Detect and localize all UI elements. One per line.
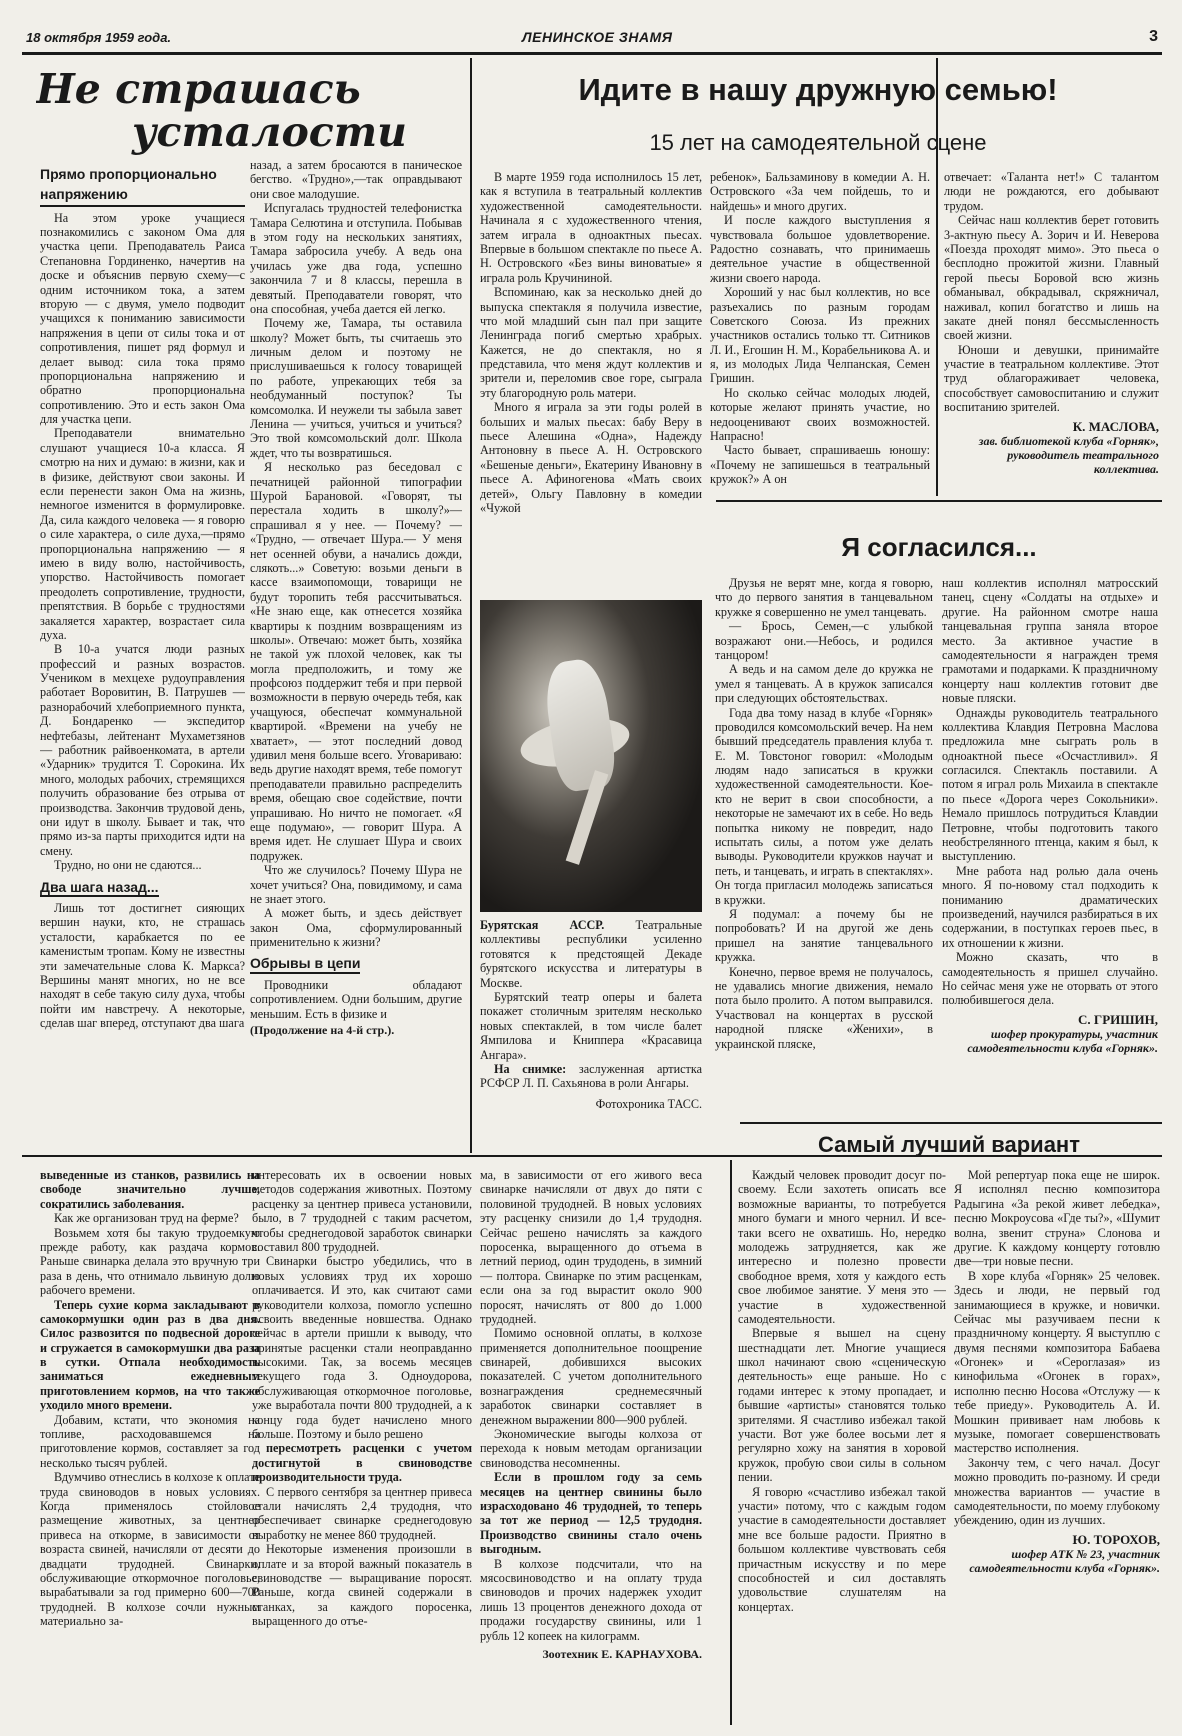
paragraph: Впервые я вышел на сцену шестнадцати лет. Многие учащиеся школ начинают свою «сценическую деятельность» еще раньше. Но с годами интерес к этому пропадает, и бывшие «артисты» становятся только зрителями. Я счастливо избежал такой участи. Вот уже более восьми лет я регулярно хожу на занятия в хоровой кружок, пробую свои силы в сольном пении.	[738, 1326, 946, 1485]
paragraph: Вдумчиво отнеслись в колхозе к оплате труда свиноводов в новых условиях. Когда применялось стойловое размещение животных, за центнер привеса на откорме, в зависимости от возраста свиней, начисляли от десяти до двадцати трудодней. Свинарки, обслуживающие откормочное поголовье, вырабатывали за год примерно 600—700 трудодней. В колхозе сочли нужным материально за-	[40, 1470, 260, 1629]
paragraph: Я несколько раз беседовал с печатницей районной типографии Шурой Барановой. «Говорят, ты перестала ходить в школу?»—спрашивал я у нее. — Почему? — «Трудно, — отвечает Шура.— У меня нет осенней обуви, а начались дожди, слякоть...» Советую: возьми деньги в кассе взаимопомощи, товарищи не будут торопить тебя рассчитываться. «Не знаю еще, как отнесется хозяйка квартиры к поздним возвращениям из школы». Отвечаю: может быть, хозяйка не такой уж плохой человек, как ты могла предположить, и тому же профсоюз поддержит тебя и при первой возможности в первую очередь тебя, как учащуюся, обеспечат коммунальной квартирой. «Времени на учебу не хватает», — этот последний довод удивил меня больше всего. Уговариваю: ведь другие находят время, тебе помогут преподаватели правильно распределить время, обещаю свое содействие, почти упрашиваю. Но ничто не помогает. «Я еще подумаю», — говорит Шура. А время идет. Не слушает Шура и своих подружек.	[250, 460, 462, 863]
subheading-proportional: Прямо пропорционально напряжению	[40, 164, 245, 207]
paragraph: Конечно, первое время не получалось, не удавались многие движения, немало пота было пролито. А потом выправился. Участвовал на концертах в русской народной пляске «Женихи», в украинской пляске,	[715, 964, 933, 1051]
article2-column-1	[480, 170, 702, 590]
article4-column-1	[40, 1168, 260, 1728]
article1-column-1	[40, 158, 245, 1148]
paragraph: Мне работа над ролью дала очень много. Я по-новому стал подходить к пониманию драматических произведений, научился разбираться в их содержании, в поступках героев пьес, в их отношении к жизни.	[942, 863, 1158, 950]
article1-title-line1: Не страшась	[36, 68, 361, 113]
caption-text: заслуженная артистка РСФСР Л. П. Сахьянова в роли Ангары.	[480, 1061, 702, 1091]
paragraph: Трудно, но они не сдаются...	[54, 858, 202, 873]
article2-column-2	[710, 170, 930, 496]
paragraph: Друзья не верят мне, когда я говорю, что до первого занятия в танцевальном кружке я совершенно не умел танцевать.	[715, 576, 933, 619]
paragraph: Я подумал: а почему бы не попробовать? И на другой же день пришел на занятие танцевального кружка.	[715, 906, 933, 965]
paragraph: Помимо основной оплаты, в колхозе применяется дополнительное поощрение свинарей, добившихся высоких показателей. С учетом дополнительного вознаграждения среднемесячный заработок свинарки составляет в денежном выражении 800—900 рублей.	[480, 1326, 702, 1427]
article1-title-line2: усталости	[132, 108, 407, 157]
article3-column-1	[715, 576, 933, 1116]
issue-date: 18 октября 1959 года.	[26, 30, 172, 45]
paragraph: Я говорю «счастливо избежал такой участи» потому, что с каждым годом участие в самодеятельности доставляет мне все больше радости. Приятно в большом коллективе чувствовать себя причастным искусству и по мере способностей и сил доставлять удовольствие слушателям на концертах.	[738, 1484, 946, 1614]
paragraph: Года два тому назад в клубе «Горняк» проводился комсомольский вечер. На нем бывший председатель правления клуба т. Е. М. Товстоног говорил: «Молодым людям надо записаться в кружки художественной самодеятельности. Кое-кто не верит в свои способности, а некоторые не замечают их в себе. Но ведь попытка никому не повредит, надо испытать силы, а потом уже делать выводы. Руководители кружков научат и петь, и танцевать, и играть в спектаклях». Он тогда пригласил молодежь записаться в кружки.	[715, 705, 933, 907]
column-divider	[730, 1160, 732, 1725]
article5-column-2	[954, 1168, 1160, 1728]
article3-signature: С. ГРИШИН,	[1078, 1011, 1158, 1027]
paragraph: Сейчас наш коллектив берет готовить 3-актную пьесу А. Зорич и И. Неверова «Поезда проходят мимо». Это пьеса о бесплодно прожитой жизни. Главный герой пьесы Боровой всю жизнь обманывал, обкрадывал, скряжничал, наживал, копил богатство и лишь на закате дней понял бессмысленность своей жизни.	[944, 213, 1159, 343]
paragraph: И после каждого выступления я чувствовала большое удовлетворение. Радостно сознавать, что принимаешь деятельное участие в общественной жизни своего народа.	[710, 213, 930, 285]
paragraph: Юноши и девушки, принимайте участие в театральном коллективе. Этот труд облагораживает человека, способствует самовоспитанию и служит воспитанию зрителей.	[944, 342, 1159, 415]
article2-signature-role: зав. библиотекой клуба «Горняк», руководитель театрального коллектива.	[978, 433, 1159, 477]
article4-signature: Зоотехник Е. КАРНАУХОВА.	[542, 1646, 702, 1661]
continued-note: (Продолжение на 4-й стр.).	[250, 1023, 395, 1038]
paragraph: А ведь и на самом деле до кружка не умел я танцевать. А в кружок записался при следующих обстоятельствах.	[715, 662, 933, 706]
paragraph: В марте 1959 года исполнилось 15 лет, как я вступила в театральный коллектив художественной самодеятельности. Начинала я с художественного чтения, затем играла в одноактных пьесах. Впервые в большом спектакле по пьесе А. Н. Островского «Без вины виноватые» я играла роль Кручининой.	[480, 170, 702, 285]
paragraph: ма, в зависимости от его живого веса свинарке начисляли от двух до пяти с половиной трудодней. В новых условиях эту расценку снизили до 1,4 трудодня. Сейчас решено начислять за каждого поросенка, выращенного до отъема в летний период, один трудодень, в зимний — полтора. Свинарке по этим расценкам, если она за год вырастит около 900 поросят, начислять от 800 до 1.000 трудодней.	[480, 1168, 702, 1326]
paragraph: Проводники обладают сопротивлением. Одни большим, другие меньшим. Есть в физике и	[250, 978, 462, 1021]
paragraph: Часто бывает, спрашиваешь юношу: «Почему не запишешься в театральный кружок?» А он	[710, 443, 930, 487]
article4-column-2	[252, 1168, 472, 1728]
section-divider	[716, 500, 1162, 502]
paragraph: отвечает: «Таланта нет!» С талантом люди не рождаются, его добывают трудом.	[944, 170, 1159, 213]
article1-column-2	[250, 158, 462, 1148]
masthead	[22, 26, 1162, 55]
article4-column-3	[480, 1168, 702, 1728]
article2-title: Идите в нашу дружную семью!	[578, 72, 1058, 107]
paragraph: Экономические выгоды колхоза от перехода к новым методам организации свиноводства несомненны.	[480, 1427, 702, 1470]
article5-signature-role: шофер АТК № 23, участник самодеятельности клуба «Горняк».	[969, 1547, 1160, 1576]
paragraph: В 10-а учатся люди разных профессий и разных возрастов. Учеником в мехцехе рудоуправления работает Воровитин, В. Патрушев — разнорабочий хлебоприемного пункта, Д. Бондаренко — экспедитор нефтебазы, лейтенант Мухаметзянов — работник райвоенкомата, в артели «Ударник» трудится Т. Сорокина. Их много, молодых рабочих, стремящихся получить образование без отрыва от производства. Закончив трудовой день, они идут в школу. Бывает и так, что прямо из-за парты приходится идти на смену.	[40, 642, 245, 858]
paragraph: Можно сказать, что в самодеятельность я пришел случайно. Но сейчас меня уже не оторвать от этого полюбившегося дела.	[942, 950, 1158, 1008]
paragraph: В колхозе подсчитали, что на мясосвиноводство и на оплату труда свиноводов и прочих надержек уходит лишь 13 процентов денежного дохода от продажи государству свинины, или 1 рубль 12 копеек на килограмм.	[480, 1556, 702, 1643]
paragraph: Что же случилось? Почему Шура не хочет учиться? Она, повидимому, и сама не знает этого.	[250, 863, 462, 906]
paragraph: Преподаватели внимательно слушают учащиеся 10-а класса. Я смотрю на них и думаю: в жизни, как и в физике, действуют свои законы. И если перенести закон Ома на жизнь, немногое изменится в формулировке. Да, сила каждого человека — я говорю о силе характера, о силе духа,—прямо пропорциональна напряжению — я имею в виду волю, настойчивость, упорство. Настойчивость помогает преодолеть сопротивление, трудности, препятствия. В борьбе с трудностями закаляется характер, возрастает сила духа.	[40, 426, 245, 642]
paragraph: ребенок», Бальзаминову в комедии А. Н. Островского «За чем пойдешь, то и найдешь» и много других.	[710, 170, 930, 213]
paragraph: выведенные из станков, развились на свободе значительно лучше, сократились заболевания.	[40, 1168, 260, 1211]
article3-signature-role: шофер прокуратуры, участник самодеятельности клуба «Горняк».	[967, 1027, 1158, 1056]
paragraph: А может быть, и здесь действует закон Ома, сформулированный применительно к жизни?	[250, 906, 462, 950]
paragraph: Но сколько сейчас молодых людей, которые желают принять участие, но недооценивают своих возможностей. Напрасно!	[710, 385, 930, 444]
paragraph: Закончу тем, с чего начал. Досуг можно проводить по-разному. И среди множества вариантов — участие в самодеятельности, по моему глубокому убеждению, один из лучших.	[954, 1455, 1160, 1528]
caption-text: Бурятский театр оперы и балета покажет столичным зрителям несколько новых спектаклей, в том числе балет Ямпилова и Книппера «Красавица Ангара».	[480, 989, 702, 1062]
caption-label: На снимке:	[494, 1061, 567, 1076]
paragraph: Как же организован труд на ферме?	[54, 1211, 239, 1226]
paragraph: Много я играла за эти годы ролей в больших и малых пьесах: бабу Веру в пьесе Алешина «Одна», Надежду Антоновну в пьесе А. Н. Островского «Бешеные деньги», Екатерину Ивановну в пьесе А. Афиногенова «Мать своих детей», Ольгу Павловну в комедии «Чужой	[480, 400, 702, 515]
article5-column-1	[738, 1168, 946, 1728]
caption-text: Театральные коллективы республики усиленно готовятся к предстоящей Декаде бурятского искусства и литературы в Москве.	[480, 918, 702, 990]
article5-signature: Ю. ТОРОХОВ,	[1072, 1531, 1160, 1547]
ballet-photo	[480, 600, 702, 912]
photo-dancer	[541, 656, 619, 793]
subheading-circuit-breaks: Обрывы в цепи	[250, 955, 360, 974]
article3-column-2	[942, 576, 1158, 1116]
article1-title	[36, 68, 456, 168]
article2-subtitle: 15 лет на самодеятельной сцене	[649, 130, 987, 155]
paragraph: С первого сентября за центнер привеса стали начислять 2,4 трудодня, что обеспечивает свинарке среднегодовую выработку не менее 860 трудодней.	[252, 1484, 472, 1542]
paragraph: Почему же, Тамара, ты оставила школу? Может быть, ты считаешь это личным делом и поэтому не прислушиваешься к голосу товарищей по работе, упрекающих тебя за необдуманный поступок? Ты комсомолка. И неужели ты забыла завет Ленина — учиться, учиться и учиться? Это твой комсомольский долг. Школа ждет, что ты возвратишься.	[250, 316, 462, 460]
column-divider	[936, 58, 938, 496]
paragraph: Некоторые изменения произошли в оплате и за второй важный показатель в свиноводстве — выращивание поросят. Раньше, когда свиней содержали в станках, за каждого поросенка, выращенного до отъе-	[252, 1542, 472, 1629]
paragraph: Лишь тот достигнет сияющих вершин науки, кто, не страшась усталости, карабкается по ее каменистым тропам. Кому не известны эти замечательные слова К. Маркса? Вершины манят многих, но не все находят в себе такую силу духа, чтобы пойти им навстречу. А некоторые, сделав шаг вперед, отступают два шага	[40, 901, 245, 1031]
paragraph: Возьмем хотя бы такую трудоемкую прежде работу, как раздача кормов. Раньше свинарка делала это вручную три раза в день, что отнимало львиную долю рабочего времени.	[40, 1225, 260, 1298]
paragraph: В хоре клуба «Горняк» 25 человек. Здесь и люди, не первый год занимающиеся в кружке, и новички. Сейчас мы разучиваем песни к праздничному концерту. Я выступлю с двумя песнями композитора Бабаева «Огонек» и «Сероглазая» из кинофильма «Огонек в горах», исполню песню Носова «Отслужу — к тебе приеду». Руководитель А. И. Мошкин прививает нам любовь к музыке, помогает совершенствовать мастерство исполнения.	[954, 1268, 1160, 1456]
paragraph: Мой репертуар пока еще не широк. Я исполнял песню композитора Радыгина «За рекой живет лебедка», песню Мокроусова «Где ты?», «Шумит волна, звенит струна» Слонова и другие. К каждому концерту готовлю две—три новые песни.	[954, 1168, 1160, 1269]
paragraph: Испугалась трудностей телефонистка Тамара Селютина и отступила. Побывав в этом году на нескольких занятиях, Тамара забросила учебу. А ведь она училась уже два года, успешно закончила 7 и 8 классы, перешла в девятый. Преподаватели говорят, что она способная, учеба дается ей легко.	[250, 201, 462, 316]
paragraph: Хороший у нас был коллектив, но все разъехались по разным городам Советского Союза. Из прежних участников остались только тт. Ситников Л. И., Егошин Н. М., Корабельникова А. и я, из молодых Лида Челпанская, Семен Гришин.	[710, 285, 930, 386]
paragraph: Вспоминаю, как за несколько дней до выпуска спектакля я получила известие, что мой младший сын пал при защите Ленинграда погиб смертью храбрых. Кажется, не до спектакля, но я представила, что меня ждут коллектив и зрители и, переломив свое горе, сыграла эту благородную роль матери.	[480, 285, 702, 400]
paragraph: Свинарки быстро убедились, что в новых условиях труд их хорошо оплачивается. И это, как считают сами руководители колхоза, помогло успешно освоить введенные новшества. Однако сейчас в артели пришли к выводу, что принятые расценки стали неоправданно высокими. Так, за восемь месяцев текущего года З. Одноудорова, обслуживающая откормочное поголовье, уже выработала почти 800 трудодней, а к концу года будет начислено много больше. Поэтому и было решено	[252, 1254, 472, 1442]
paragraph: — Брось, Семен,—с улыбкой возражают они.—Небось, и родился танцором!	[715, 619, 933, 662]
paragraph: Однажды руководитель театрального коллектива Клавдия Петровна Маслова предложила мне сыграть роль в одноактной пьесе «Осчастливил». Я согласился. Спектакль поставили. А потом я играл роль Михаила в спектакле по пьесе «Дорога через Сокольники». Немало пришлось потрудиться Клавдии Петровне, чтобы подготовить такого необстрелянного птенца, каким я был, к выступлению.	[942, 705, 1158, 864]
article3-title: Я согласился...	[841, 532, 1037, 562]
paragraph: назад, а затем бросаются в паническое бегство. «Трудно»,—так оправдывают они свое малодушие.	[250, 158, 462, 201]
paragraph: интересовать их в освоении новых методов содержания животных. Поэтому расценку за центнер привеса установили, было, в 7 трудодней с таким расчетом, чтобы среднегодовой заработок свинарки составил 800 трудодней.	[252, 1168, 472, 1254]
newspaper-name: ЛЕНИНСКОЕ ЗНАМЯ	[522, 29, 673, 45]
paragraph-bold: Теперь сухие корма закладывают в самокормушки один раз в два дня. Силос развозится по подвесной дороге и сгружается в самокормушки два раза в сутки. Отпала необходимость заниматься ежедневным приготовлением кормов, на что также уходило много времени.	[40, 1297, 260, 1413]
paragraph-bold: пересмотреть расценки с учетом достигнутой в свиноводстве производительности труда.	[252, 1441, 472, 1485]
article5-title: Самый лучший вариант	[817, 1132, 1080, 1157]
article2-column-3	[944, 170, 1159, 496]
paragraph: Каждый человек проводит досуг по-своему. Если захотеть описать все возможные варианты, то потребуется много бумаги и много чернил. И все-таки всего не охватишь. Но, нередко молодежь затрудняется, как же интересно и полезно провести свободное время, хотя у каждого есть свое любимое занятие. У меня это — участие в художественной самодеятельности.	[738, 1168, 946, 1326]
photo-credit: Фотохроника ТАСС.	[595, 1096, 702, 1111]
page-number: 3	[1149, 28, 1158, 45]
subheading-two-steps-back: Два шага назад...	[40, 879, 159, 898]
paragraph: наш коллектив исполнял матросский танец, сцену «Солдаты на отдыхе» и другие. На районном смотре наша танцевальная группа заняла второе место. За активное участие в самодеятельности я награжден тремя грамотами и подарками. К праздничному концерту наш коллектив готовит две новые пляски.	[942, 576, 1158, 706]
paragraph-bold: Если в прошлом году за семь месяцев на центнер свинины было израсходовано 46 трудодней, то теперь за тот же период — 12,5 трудодня. Производство свинины стало очень выгодным.	[480, 1470, 702, 1557]
photo-caption	[480, 918, 702, 1150]
article2-signature: К. МАСЛОВА,	[1072, 418, 1159, 434]
paragraph: На этом уроке учащиеся познакомились с законом Ома для участка цепи. Преподаватель Раиса Степановна Гординенко, начертив на доске и объяснив первую схему—с одним источником тока, а затем вторую — с двумя, умело подводит учащихся к пониманию зависимости напряжения в цепи от силы тока и от сопротивления, пишет ряд формул и делает вывод: сила тока прямо пропорциональна напряжению и обратно пропорциональна сопротивлению. Это и есть закон Ома для участка цепи.	[40, 210, 245, 427]
section-divider	[740, 1122, 1162, 1124]
paragraph: Добавим, кстати, что экономия на топливе, расходовавшемся на приготовление кормов, составляет за год несколько тысяч рублей.	[40, 1412, 260, 1470]
column-divider	[470, 58, 472, 1153]
caption-title: Бурятская АССР.	[480, 918, 605, 932]
